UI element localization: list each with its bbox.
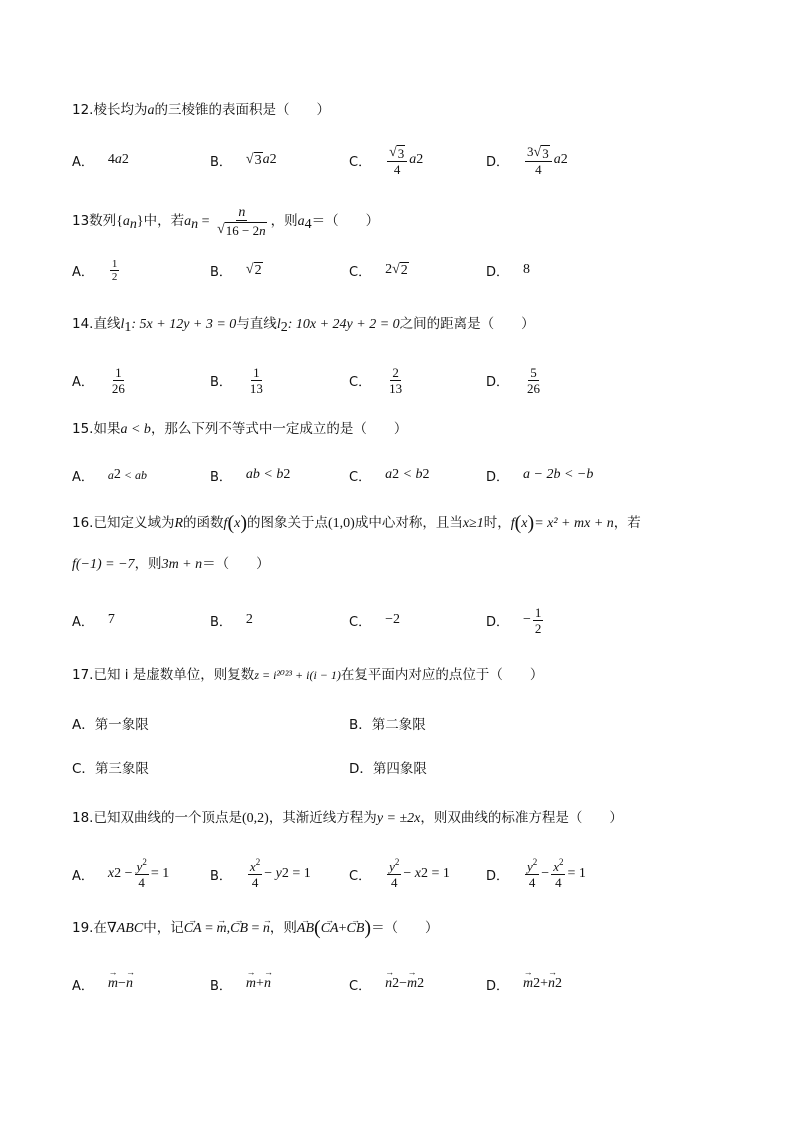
option-c[interactable]: C．第三象限 [72,761,149,777]
question-18-options [72,854,732,894]
question-14-stem: 14.直线$l_1$: 5x + 12y + 3 = 0与直线$l_2$: 10x + 24y + 2 = 0之间的距离是（ ） [72,316,535,335]
option-b[interactable]: B． $\frac{x^2}{4}$ − y 2 = 1 [210,856,311,890]
question-16-stem-line2: f(−1) = −7，则3m + n＝（ ） [72,556,270,572]
option-a[interactable]: A． → m − → n [72,964,133,1004]
option-b[interactable]: B． √ 3 a 2 [210,151,277,170]
option-d[interactable]: D． a − 2b < −b [486,467,594,485]
question-16-options [72,600,732,640]
option-d[interactable]: D． → m 2 + → n 2 [486,964,562,1004]
option-a[interactable]: A． 4 a 2 [72,152,129,170]
question-12-options [72,140,732,180]
option-c[interactable]: C． $\frac{y^2}{4}$ − x 2 = 1 [349,856,450,890]
option-c[interactable]: C． −2 [349,612,400,630]
option-b[interactable]: B． → m + → n [210,964,271,1004]
option-c[interactable]: C． → n 2 − → m 2 [349,964,424,1004]
question-17-stem: 17.已知 i 是虚数单位，则复数z = i²⁰²³ + i(i − 1)在复平面内对应的点位于（ ） [72,667,544,683]
option-b[interactable]: B． √ 2 [210,261,262,280]
option-b[interactable]: B． ab < b 2 [210,467,291,485]
option-a[interactable]: A． x 2 − $\frac{y^2}{4}$ = 1 [72,856,170,890]
option-a[interactable]: A． a 2 < ab [72,467,148,485]
question-15-stem: 15.如果a < b，那么下列不等式中一定成立的是（ ） [72,421,408,437]
option-b[interactable]: B．第二象限 [349,717,426,733]
option-b[interactable]: B． 2 [210,612,253,630]
question-15-options [72,455,732,495]
option-d[interactable]: D． 3 √ 3 4 a 2 [486,143,568,177]
question-19-stem: 19.在∇ABC中，记→ CA = → m,→ CB = → n，则→ AB(→ CA+→ CB)＝（ ） [72,918,439,939]
question-13-stem: 13数列$\{a_n\}$中，若$a_n$ = n √ 16 − 2n ，则$a_4=$（ ） [72,205,380,238]
question-18-stem: 18.已知双曲线的一个顶点是(0,2)，其渐近线方程为y = ±2x，则双曲线的标准方程是（ ） [72,810,623,826]
option-d[interactable]: D． $\frac{5}{26}$ [486,364,541,396]
var-a: a [147,103,155,118]
option-a[interactable]: A． $\frac{1}{26}$ [72,364,125,396]
question-12-stem: 12.棱长均为a的三棱锥的表面积是（ ） [72,102,330,118]
option-a[interactable]: A． $\frac{1}{2}$ [72,257,118,283]
option-c[interactable]: C． $\frac{2}{13}$ [349,364,403,396]
option-c[interactable]: C． √ 3 4 a 2 [349,144,424,177]
option-d[interactable]: D． − $\frac{1}{2}$ [486,604,542,636]
option-b[interactable]: B． $\frac{1}{13}$ [210,364,263,396]
question-19-options [72,964,732,1004]
question-14-options [72,360,732,400]
option-c[interactable]: C． 2 √ 2 [349,261,408,280]
option-d[interactable]: D． $\frac{y^2}{4}$ − $\frac{x^2}{4}$ = 1 [486,856,586,890]
question-13-options [72,250,732,290]
option-c[interactable]: C． a 2 < b 2 [349,467,430,485]
option-a[interactable]: A．第一象限 [72,717,149,733]
question-16-stem: 16.已知定义域为R的函数f(x)的图象关于点(1,0)成中心对称，且当x≥1时，f(x)= x² + mx + n，若 [72,512,641,534]
option-d[interactable]: D． 8 [486,262,531,280]
option-d[interactable]: D．第四象限 [349,761,427,777]
option-a[interactable]: A． 7 [72,612,115,630]
